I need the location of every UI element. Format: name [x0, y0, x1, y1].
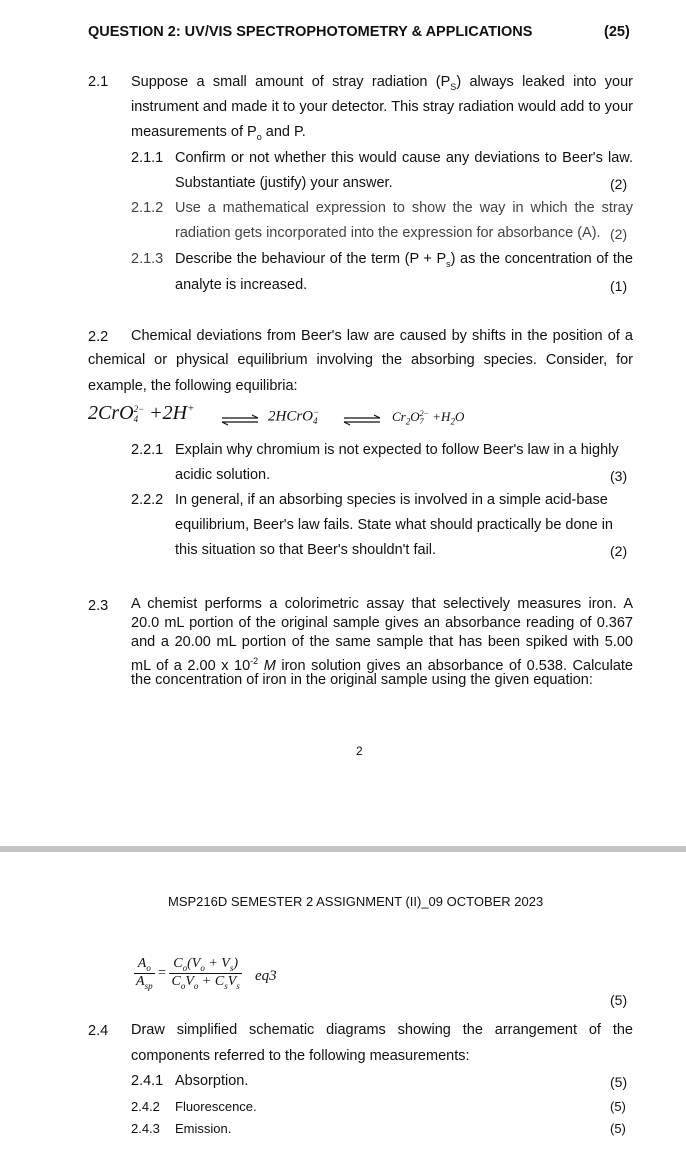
q2-2-2-line2: equilibrium, Beer's law fails. State what should practically be done in	[175, 517, 613, 533]
q2-4-2-marks: (5)	[610, 1099, 626, 1114]
q2-2-1-number: 2.2.1	[131, 442, 164, 458]
q2-2-1-line2: acidic solution.	[175, 467, 271, 483]
page-divider	[0, 846, 686, 852]
assignment-header: MSP216D SEMESTER 2 ASSIGNMENT (II)_09 OCTOBER 2023	[168, 894, 544, 909]
q2-1-3-marks: (1)	[610, 278, 628, 294]
q2-1-number: 2.1	[88, 74, 109, 90]
q2-3-line1: A chemist performs a colorimetric assay that selectively measures iron. A	[131, 596, 633, 612]
q2-1-3-number: 2.1.3	[131, 251, 164, 267]
q2-3-line5: the concentration of iron in the original sample using the given equation:	[131, 672, 593, 688]
q2-2-number: 2.2	[88, 329, 109, 345]
equilibrium-arrow-1	[220, 414, 260, 426]
q2-4-1-marks: (5)	[610, 1074, 628, 1090]
q2-1-1-marks: (2)	[610, 176, 628, 192]
q2-1-2-line1: Use a mathematical expression to show the way in which the stray	[175, 200, 633, 216]
equation-3: $\frac{A_o}{A_{sp}}$ = $\frac{C_o(V_o + V_s)}{C_oV_o + C_sV_s}$	[136, 956, 240, 991]
q2-3-number: 2.3	[88, 598, 109, 614]
total-marks: (25)	[604, 24, 630, 40]
q2-2-line1: Chemical deviations from Beer's law are caused by shifts in the position of a	[131, 328, 633, 344]
q2-2-line3: example, the following equilibria:	[88, 378, 298, 394]
q2-2-1-marks: (3)	[610, 468, 628, 484]
eq3-marks: (5)	[610, 992, 628, 1008]
q2-4-2-label: Fluorescence.	[175, 1099, 257, 1114]
q2-1-line1: Suppose a small amount of stray radiation $(P_S)$ always leaked into your	[131, 74, 634, 92]
q2-1-1-line1: Confirm or not whether this would cause any deviations to Beer's law.	[175, 150, 633, 166]
q2-1-2-number: 2.1.2	[131, 200, 164, 216]
equation-3-label: eq3	[255, 968, 277, 984]
q2-4-1-label: Absorption.	[175, 1073, 249, 1089]
page-number: 2	[356, 744, 363, 758]
q2-1-line2: instrument and made it to your detector. This stray radiation would add to your	[131, 99, 633, 115]
q2-2-2-line1: In general, if an absorbing species is involved in a simple acid-base	[175, 492, 608, 508]
q2-1-3-line2: analyte is increased.	[175, 277, 308, 293]
q2-1-1-line2: Substantiate (justify) your answer.	[175, 175, 393, 191]
q2-1-line3: measurements of $P_o$ and P.	[131, 124, 306, 142]
q2-1-2-line2: radiation gets incorporated into the expression for absorbance (A).	[175, 225, 601, 241]
q2-2-1-line1: Explain why chromium is not expected to follow Beer's law in a highly	[175, 442, 619, 458]
q2-4-2-number: 2.4.2	[131, 1099, 160, 1114]
q2-3-line4: mL of a 2.00 x $10^{-2}$ M iron solution gives an absorbance of 0.538. Calculate	[131, 656, 634, 674]
question-title: QUESTION 2: UV/VIS SPECTROPHOTOMETRY & APPLICATIONS	[88, 24, 533, 40]
q2-3-line3: and a 20.00 mL portion of the same sample that has been spiked with 5.00	[131, 634, 633, 650]
q2-4-3-number: 2.4.3	[131, 1121, 160, 1136]
q2-1-2-marks: (2)	[610, 226, 628, 242]
q2-4-line1: Draw simplified schematic diagrams showing the arrangement of the	[131, 1022, 633, 1038]
q2-4-line2: components referred to the following measurements:	[131, 1048, 470, 1064]
equilibrium-term-2: 2HCrO − 4	[268, 407, 320, 426]
equilibrium-arrow-2	[342, 414, 382, 426]
q2-4-3-label: Emission.	[175, 1121, 232, 1136]
q2-4-number: 2.4	[88, 1023, 109, 1039]
q2-2-2-marks: (2)	[610, 543, 628, 559]
q2-4-3-marks: (5)	[610, 1121, 626, 1136]
q2-2-2-number: 2.2.2	[131, 492, 164, 508]
q2-2-2-line3: this situation so that Beer's shouldn't fail.	[175, 542, 437, 558]
q2-1-3-line1: Describe the behaviour of the term $(P + P_s)$ as the concentration of the	[175, 251, 634, 269]
equilibrium-term-3: $Cr_2O$ 2− 7 $+H_2O$	[392, 409, 465, 427]
q2-1-1-number: 2.1.1	[131, 150, 164, 166]
q2-2-line2: chemical or physical equilibrium involving the absorbing species. Consider, for	[88, 352, 633, 368]
equilibrium-term-1: 2CrO 2− 4 +2H+	[88, 402, 195, 425]
q2-3-line2: 20.0 mL portion of the original sample gives an absorbance reading of 0.367	[131, 615, 633, 631]
q2-4-1-number: 2.4.1	[131, 1073, 164, 1089]
